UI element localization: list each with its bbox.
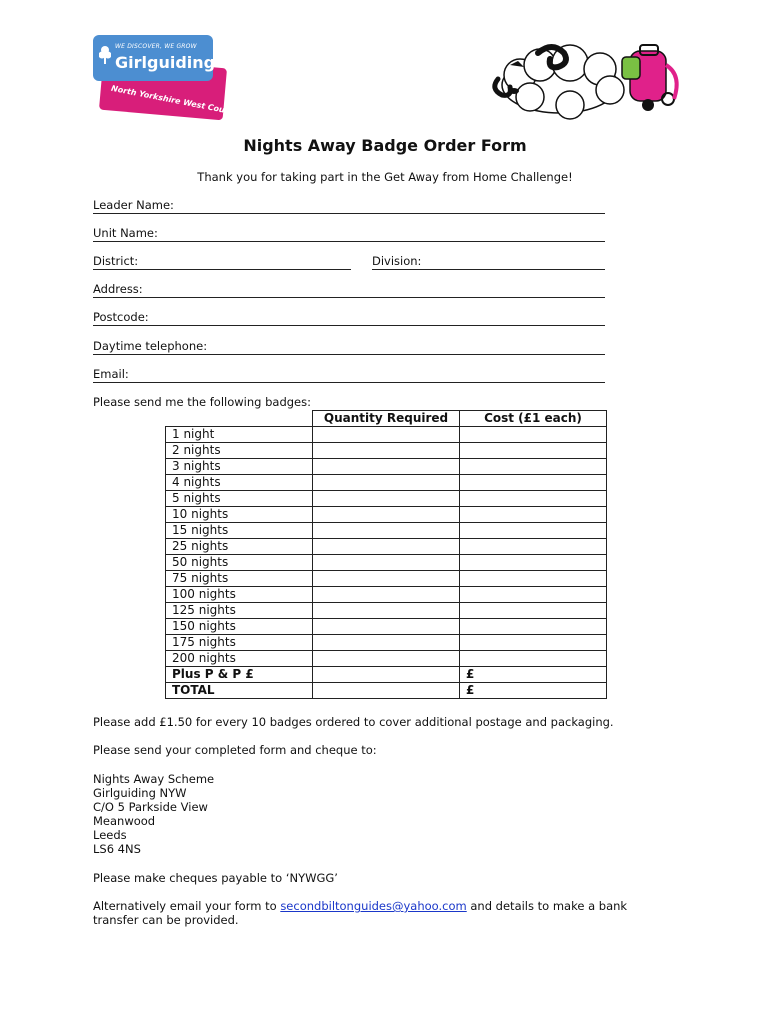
cost-cell[interactable] xyxy=(460,523,607,539)
address-line: Meanwood xyxy=(93,814,156,828)
quantity-cell[interactable] xyxy=(313,443,460,459)
cost-cell[interactable]: £ xyxy=(460,667,607,683)
cost-cell[interactable] xyxy=(460,507,607,523)
quantity-cell[interactable] xyxy=(313,635,460,651)
table-row xyxy=(166,651,607,667)
badge-label: 15 nights xyxy=(166,523,313,539)
email-link[interactable]: secondbiltonguides@yahoo.com xyxy=(280,899,467,913)
header-quantity: Quantity Required xyxy=(313,411,460,427)
logo-county-text: North Yorkshire West County xyxy=(110,83,240,118)
cost-cell[interactable] xyxy=(460,555,607,571)
cost-cell[interactable] xyxy=(460,619,607,635)
badge-order-table xyxy=(165,410,607,699)
cost-cell[interactable] xyxy=(460,587,607,603)
page-title: Nights Away Badge Order Form xyxy=(243,136,527,155)
quantity-cell[interactable] xyxy=(313,459,460,475)
table-row xyxy=(166,555,607,571)
email-field[interactable] xyxy=(93,367,605,383)
address-field[interactable] xyxy=(93,282,605,298)
quantity-cell[interactable] xyxy=(313,587,460,603)
cost-cell[interactable] xyxy=(460,571,607,587)
table-row xyxy=(166,539,607,555)
badge-label: 125 nights xyxy=(166,603,313,619)
address-line: LS6 4NS xyxy=(93,842,141,856)
logo-name: Girlguiding xyxy=(115,53,216,72)
badge-label: 50 nights xyxy=(166,555,313,571)
table-row xyxy=(166,475,607,491)
cost-cell[interactable] xyxy=(460,459,607,475)
cost-cell[interactable] xyxy=(460,443,607,459)
address-line: C/O 5 Parkside View xyxy=(93,800,208,814)
postal-address xyxy=(93,772,214,856)
cost-cell[interactable] xyxy=(460,603,607,619)
badge-label: 3 nights xyxy=(166,459,313,475)
cheques-text: Please make cheques payable to ‘NYWGG’ xyxy=(93,871,338,885)
table-row xyxy=(166,491,607,507)
badge-label: 2 nights xyxy=(166,443,313,459)
logo-main-panel xyxy=(93,35,216,81)
unit-name-field[interactable] xyxy=(93,226,605,242)
daytime-telephone-field[interactable] xyxy=(93,339,605,355)
postcode-label: Postcode: xyxy=(93,310,149,324)
badge-label: 1 night xyxy=(166,427,313,443)
send-me-text: Please send me the following badges: xyxy=(93,395,311,409)
badge-label: 25 nights xyxy=(166,539,313,555)
address-line: Nights Away Scheme xyxy=(93,772,215,786)
badge-label: 10 nights xyxy=(166,507,313,523)
table-row xyxy=(166,523,607,539)
cost-cell[interactable] xyxy=(460,635,607,651)
alt-email-text xyxy=(93,899,653,927)
badge-label: 150 nights xyxy=(166,619,313,635)
quantity-cell[interactable] xyxy=(313,603,460,619)
postcode-field[interactable] xyxy=(93,310,605,326)
table-row xyxy=(166,667,607,683)
quantity-cell[interactable] xyxy=(313,523,460,539)
quantity-cell[interactable] xyxy=(313,539,460,555)
table-row xyxy=(166,427,607,443)
district-label: District: xyxy=(93,254,139,268)
cost-cell[interactable] xyxy=(460,475,607,491)
badge-label: 75 nights xyxy=(166,571,313,587)
leader-name-label: Leader Name: xyxy=(93,198,174,212)
logo-tagline: WE DISCOVER, WE GROW xyxy=(115,43,197,50)
table-row xyxy=(166,587,607,603)
quantity-cell[interactable] xyxy=(313,619,460,635)
postage-note: Please add £1.50 for every 10 badges ordered to cover additional postage and packaging. xyxy=(93,715,614,729)
division-field[interactable] xyxy=(372,254,605,270)
cost-cell[interactable] xyxy=(460,491,607,507)
email-label: Email: xyxy=(93,367,129,381)
table-row xyxy=(166,571,607,587)
district-field[interactable] xyxy=(93,254,351,270)
alt-email-before: Alternatively email your form to xyxy=(93,899,281,913)
badge-rows xyxy=(166,427,607,699)
quantity-cell[interactable] xyxy=(313,651,460,667)
trefoil-icon xyxy=(99,45,111,65)
table-row xyxy=(166,619,607,635)
badge-label: 100 nights xyxy=(166,587,313,603)
daytime-telephone-label: Daytime telephone: xyxy=(93,339,208,353)
badge-label: 200 nights xyxy=(166,651,313,667)
quantity-cell[interactable] xyxy=(313,475,460,491)
sheep-with-backpack-icon xyxy=(490,35,690,120)
badge-label: 5 nights xyxy=(166,491,313,507)
header-cost: Cost (£1 each) xyxy=(460,411,607,427)
badge-label: TOTAL xyxy=(166,683,313,699)
table-row xyxy=(166,443,607,459)
quantity-cell[interactable] xyxy=(313,683,460,699)
quantity-cell[interactable] xyxy=(313,667,460,683)
table-header-row xyxy=(166,411,607,427)
badge-label: 4 nights xyxy=(166,475,313,491)
unit-name-label: Unit Name: xyxy=(93,226,158,240)
quantity-cell[interactable] xyxy=(313,427,460,443)
intro-text: Thank you for taking part in the Get Away from Home Challenge! xyxy=(197,170,573,184)
quantity-cell[interactable] xyxy=(313,571,460,587)
cost-cell[interactable] xyxy=(460,651,607,667)
table-row xyxy=(166,459,607,475)
badge-label: 175 nights xyxy=(166,635,313,651)
quantity-cell[interactable] xyxy=(313,491,460,507)
girlguiding-logo xyxy=(93,35,240,118)
table-row xyxy=(166,635,607,651)
address-line: Girlguiding NYW xyxy=(93,786,187,800)
address-label: Address: xyxy=(93,282,143,296)
quantity-cell[interactable] xyxy=(313,507,460,523)
header-badge xyxy=(166,411,313,427)
table-row xyxy=(166,507,607,523)
cost-cell[interactable] xyxy=(460,539,607,555)
alt-email-after: and details to make a bank transfer can be provided. xyxy=(93,899,628,927)
send-to-text: Please send your completed form and cheque to: xyxy=(93,743,377,757)
leader-name-field[interactable] xyxy=(93,198,605,214)
badge-label: Plus P & P £ xyxy=(166,667,313,683)
quantity-cell[interactable] xyxy=(313,555,460,571)
address-line: Leeds xyxy=(93,828,127,842)
division-label: Division: xyxy=(372,254,422,268)
cost-cell[interactable] xyxy=(460,427,607,443)
table-row xyxy=(166,603,607,619)
table-row xyxy=(166,683,607,699)
cost-cell[interactable]: £ xyxy=(460,683,607,699)
